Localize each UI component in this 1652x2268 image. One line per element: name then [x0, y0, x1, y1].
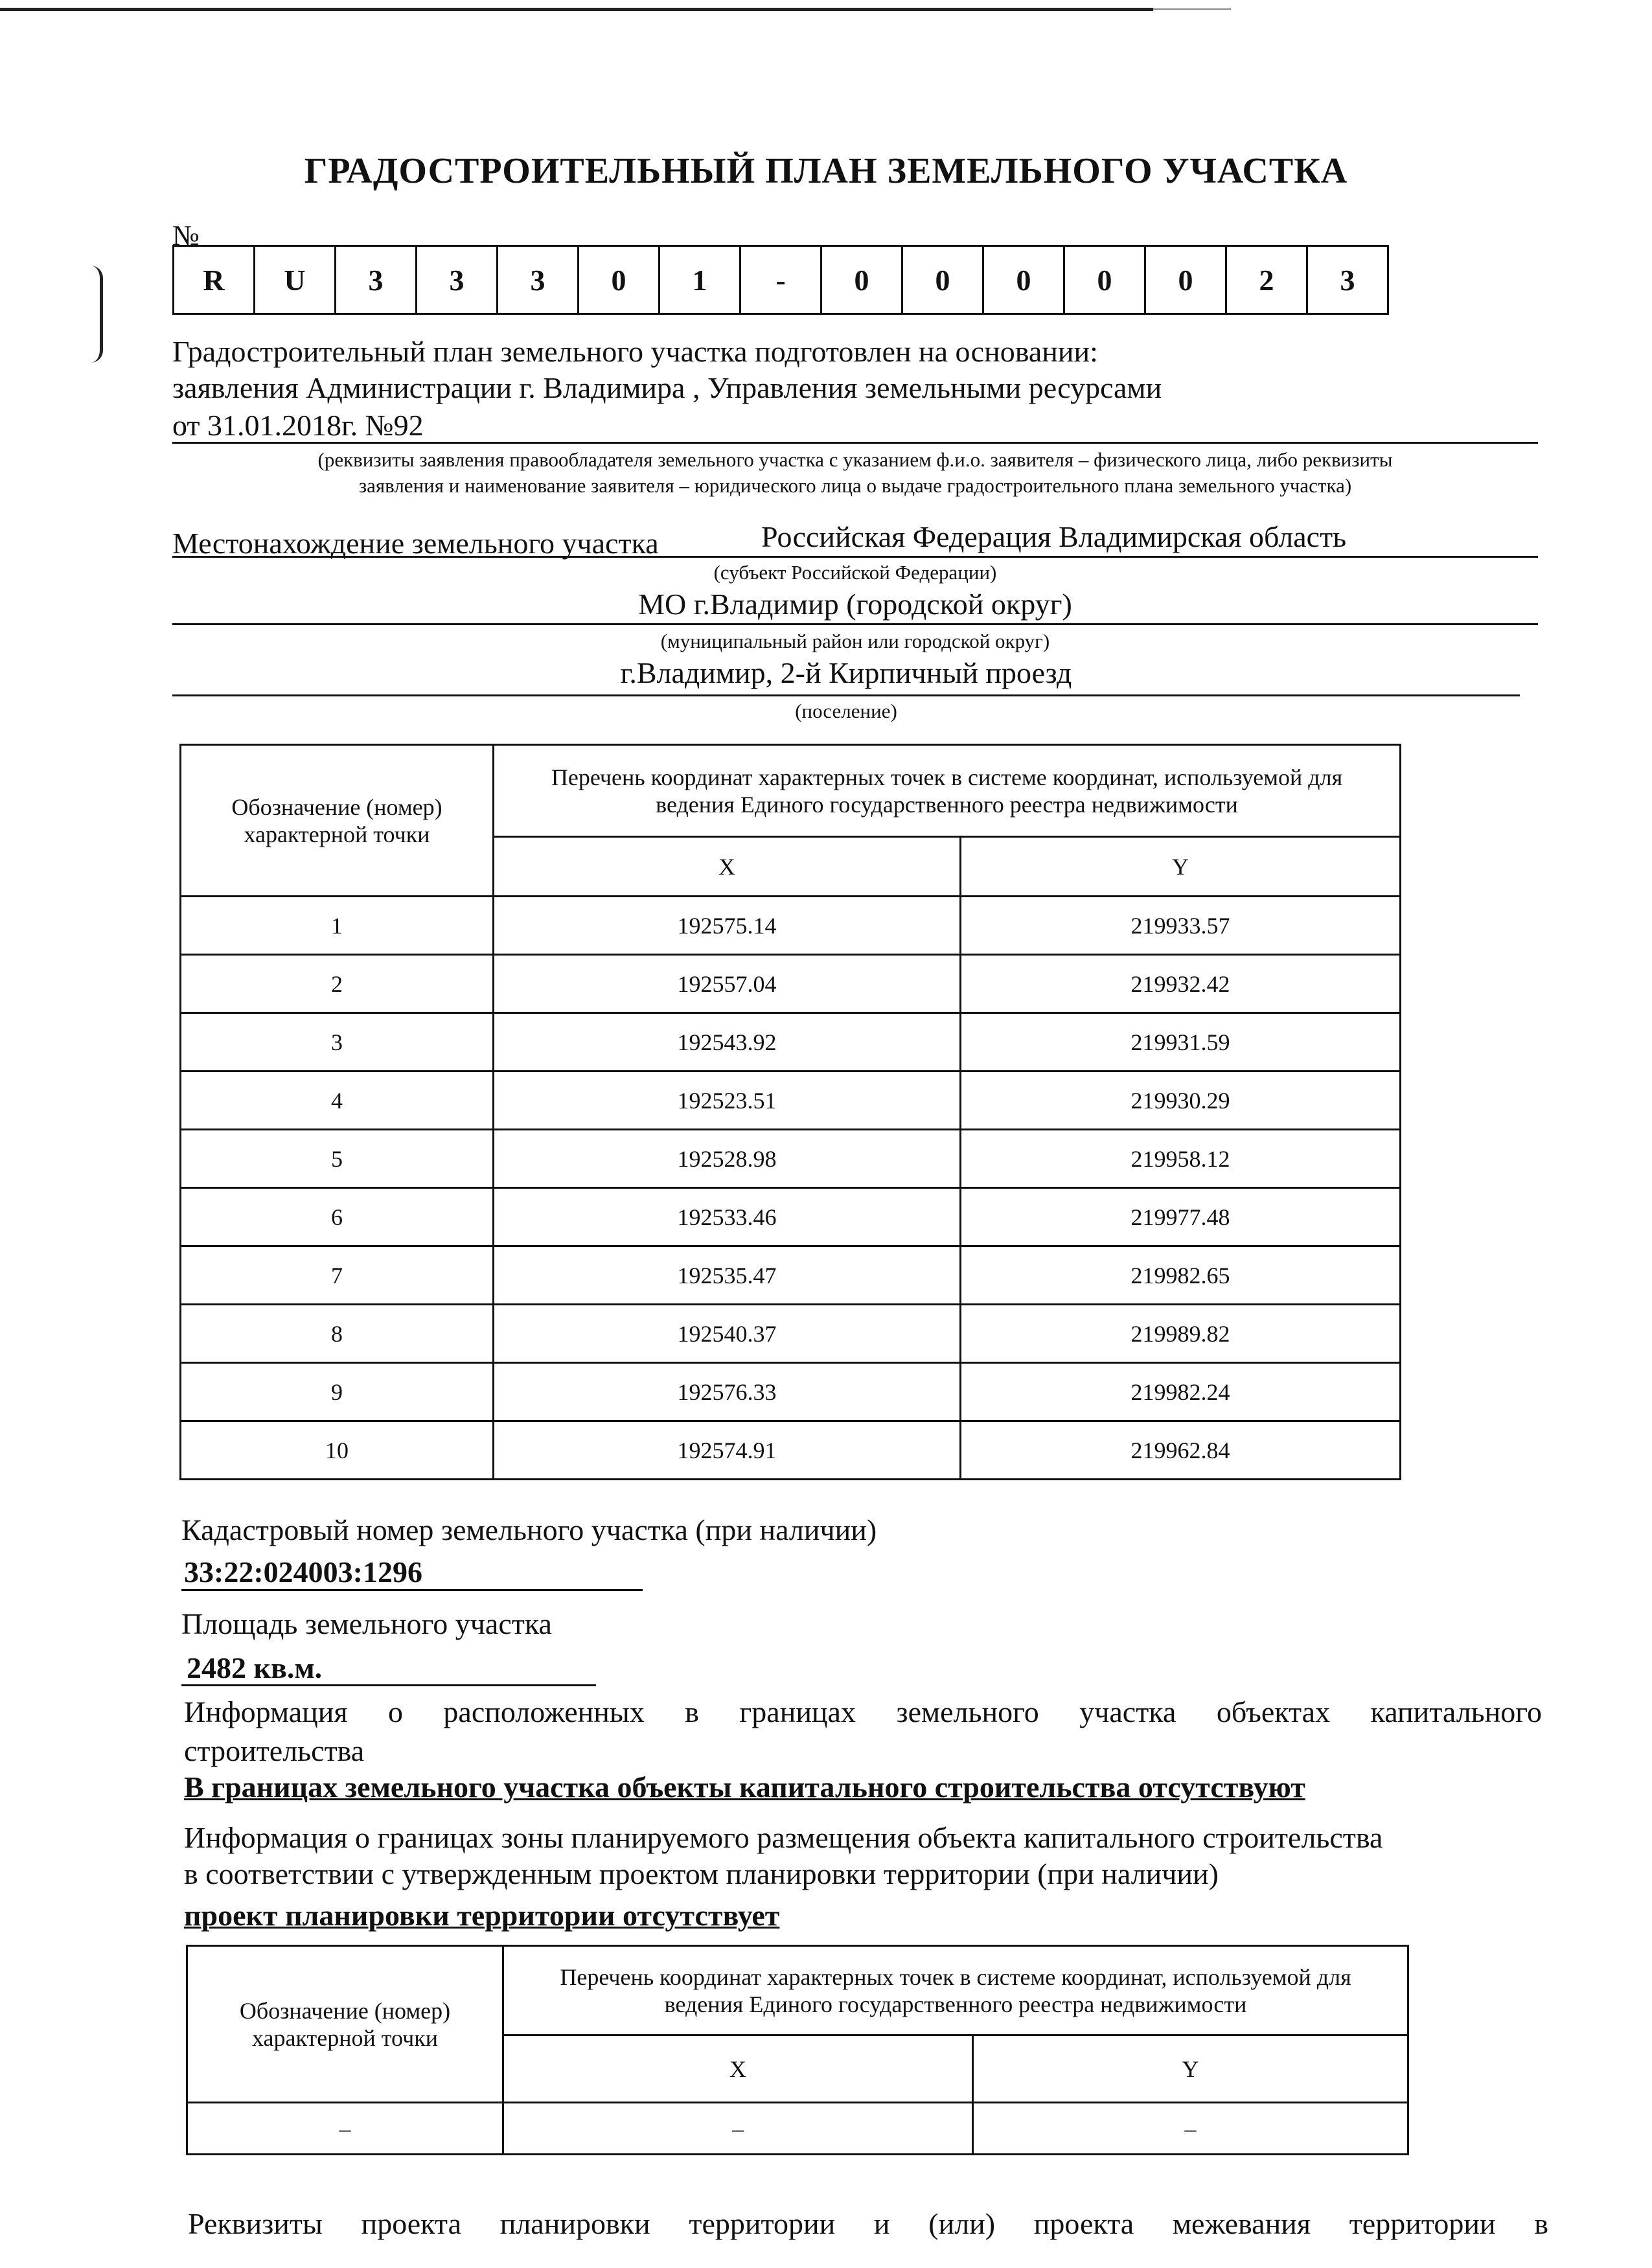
location-label: Местонахождение земельного участка [172, 527, 659, 560]
capital-objects-label-2: строительства [184, 1734, 365, 1767]
table-row [181, 1305, 1401, 1363]
coords-cell-y: 219977.48 [961, 1188, 1401, 1246]
coords-header-y: Y [961, 837, 1401, 897]
coords-cell-point: 2 [181, 955, 494, 1013]
coords-cell-y: 219962.84 [961, 1421, 1401, 1480]
area-value: 2482 кв.м. [187, 1651, 323, 1684]
coords-cell-y: 219958.12 [961, 1130, 1401, 1188]
zone-cell-point: – [187, 2103, 503, 2155]
location-district-note: (муниципальный район или городской округ) [660, 630, 1050, 652]
coords-cell-y: 219930.29 [961, 1071, 1401, 1130]
location-settlement: г.Владимир, 2-й Кирпичный проезд [620, 656, 1072, 689]
basis-line-3: от 31.01.2018г. №92 [172, 409, 424, 442]
planning-zone-label-1: Информация о границах зоны планируемого размещения объекта капитального строительства [184, 1821, 1383, 1854]
coords-header-list: Перечень координат характерных точек в системе координат, используемой для ведения Единого государственного реестра недвижимости [494, 745, 1401, 837]
coords-cell-y: 219933.57 [961, 897, 1401, 955]
coords-cell-point: 5 [181, 1130, 494, 1188]
coords-cell-point: 3 [181, 1013, 494, 1071]
coords-cell-point: 6 [181, 1188, 494, 1246]
plan-number-cell: 0 [579, 246, 660, 314]
plan-number-cell: 3 [336, 246, 417, 314]
zone-header-list: Перечень координат характерных точек в системе координат, используемой для ведения Единого государственного реестра недвижимости [503, 1946, 1408, 2035]
location-underline-2 [172, 623, 1538, 625]
zone-coordinates-table [186, 1945, 1409, 2155]
coords-cell-y: 219982.65 [961, 1246, 1401, 1305]
plan-number-cell: R [174, 246, 255, 314]
coordinates-table [179, 744, 1401, 1480]
planning-zone-value: проект планировки территории отсутствует [184, 1899, 780, 1932]
number-sign: № [172, 220, 200, 251]
table-row [181, 1363, 1401, 1421]
plan-number-cell: 1 [660, 246, 740, 314]
coords-cell-x: 192540.37 [494, 1305, 961, 1363]
coords-cell-y: 219982.24 [961, 1363, 1401, 1421]
zone-cell-y: – [973, 2103, 1408, 2155]
coords-cell-x: 192543.92 [494, 1013, 961, 1071]
document-title: ГРАДОСТРОИТЕЛЬНЫЙ ПЛАН ЗЕМЕЛЬНОГО УЧАСТКА [304, 151, 1348, 191]
coords-header-x: X [494, 837, 961, 897]
location-settlement-note: (поселение) [795, 700, 897, 722]
table-row [181, 1013, 1401, 1071]
table-row [181, 897, 1401, 955]
coords-cell-x: 192523.51 [494, 1071, 961, 1130]
coords-cell-x: 192557.04 [494, 955, 961, 1013]
coords-cell-point: 4 [181, 1071, 494, 1130]
capital-objects-label-1: Информация о расположенных в границах земельного участка объектах капитального [184, 1695, 1542, 1728]
scan-edge-thin [1153, 8, 1231, 10]
footer-requisites-line: Реквизиты проекта планировки территории и (или) проекта межевания территории в [188, 2207, 1548, 2240]
table-row [181, 1188, 1401, 1246]
plan-number-table [172, 245, 1389, 315]
plan-number-cell: 0 [983, 246, 1064, 314]
plan-number-cell: 3 [498, 246, 579, 314]
zone-header-point: Обозначение (номер) характерной точки [187, 1946, 503, 2103]
plan-number-cell: 0 [902, 246, 983, 314]
table-row [181, 1246, 1401, 1305]
coords-cell-y: 219989.82 [961, 1305, 1401, 1363]
basis-line-1: Градостроительный план земельного участка подготовлен на основании: [172, 335, 1098, 368]
plan-number-cell: 3 [417, 246, 498, 314]
area-label: Площадь земельного участка [181, 1607, 552, 1640]
planning-zone-label-2: в соответствии с утвержденным проектом планировки территории (при наличии) [184, 1857, 1219, 1890]
margin-bracket-mark [91, 266, 103, 363]
zone-header-y: Y [973, 2035, 1408, 2103]
capital-objects-value: В границах земельного участка объекты капитального строительства отсутствуют [184, 1770, 1305, 1804]
plan-number-cell: 2 [1226, 246, 1307, 314]
plan-number-cell: 0 [1145, 246, 1226, 314]
cadastral-underline [181, 1589, 643, 1591]
coords-cell-x: 192533.46 [494, 1188, 961, 1246]
coords-cell-point: 8 [181, 1305, 494, 1363]
plan-number-cell: 3 [1307, 246, 1388, 314]
cadastral-label: Кадастровый номер земельного участка (при наличии) [181, 1513, 877, 1546]
location-underline-3 [172, 694, 1520, 696]
coords-cell-y: 219931.59 [961, 1013, 1401, 1071]
plan-number-cell: - [740, 246, 821, 314]
zone-cell-x: – [503, 2103, 973, 2155]
location-subject: Российская Федерация Владимирская область [761, 520, 1347, 553]
coords-header-point: Обозначение (номер) характерной точки [181, 745, 494, 897]
location-district: МО г.Владимир (городской округ) [638, 588, 1072, 621]
basis-note-line-2: заявления и наименование заявителя – юридического лица о выдаче градостроительного плана земельного участка) [358, 474, 1352, 497]
zone-header-x: X [503, 2035, 973, 2103]
coords-cell-point: 9 [181, 1363, 494, 1421]
location-subject-note: (субъект Российской Федерации) [713, 561, 997, 584]
cadastral-number: 33:22:024003:1296 [184, 1555, 422, 1588]
table-row [181, 1071, 1401, 1130]
table-row [181, 955, 1401, 1013]
coords-cell-point: 10 [181, 1421, 494, 1480]
coords-cell-point: 1 [181, 897, 494, 955]
basis-note-line-1: (реквизиты заявления правообладателя земельного участка с указанием ф.и.о. заявителя – физического лица, либо реквизиты [317, 448, 1393, 471]
coords-cell-y: 219932.42 [961, 955, 1401, 1013]
table-row [181, 1130, 1401, 1188]
plan-number-cell: 0 [821, 246, 902, 314]
scan-edge [0, 8, 1153, 11]
plan-number-cell: 0 [1064, 246, 1145, 314]
coords-cell-x: 192574.91 [494, 1421, 961, 1480]
basis-line-2: заявления Администрации г. Владимира , Управления земельными ресурсами [172, 371, 1162, 404]
location-underline-1 [172, 556, 1538, 558]
basis-underline [172, 442, 1538, 444]
plan-number-cell: U [255, 246, 336, 314]
coords-cell-point: 7 [181, 1246, 494, 1305]
area-underline [181, 1684, 596, 1686]
coords-cell-x: 192576.33 [494, 1363, 961, 1421]
coords-cell-x: 192575.14 [494, 897, 961, 955]
coords-cell-x: 192528.98 [494, 1130, 961, 1188]
table-row [181, 1421, 1401, 1480]
coords-cell-x: 192535.47 [494, 1246, 961, 1305]
